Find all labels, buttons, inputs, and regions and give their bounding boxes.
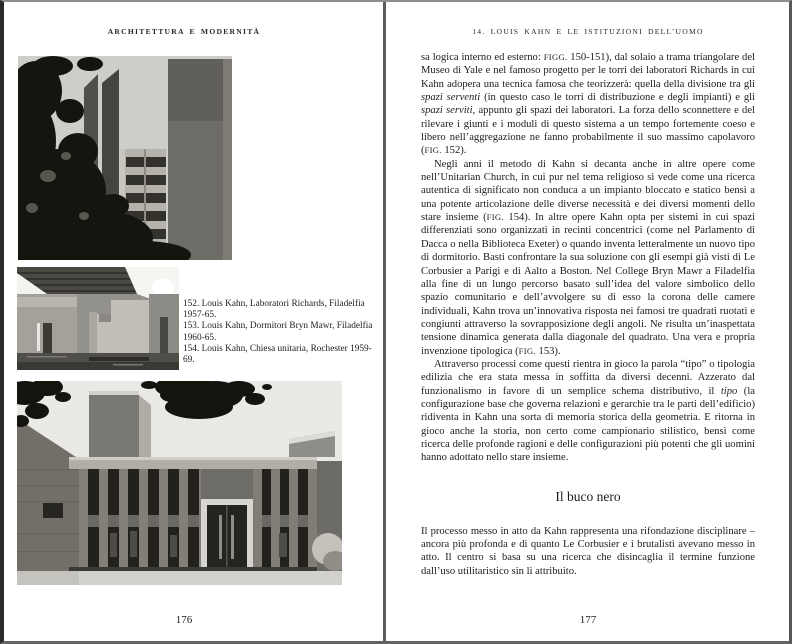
caption-153 [183,321,375,343]
text-run: FIG. [518,345,536,356]
text-run: spazi serviti [421,105,473,117]
text-run: 150-151), dal solaio a trama triangolare del Museo di Yale e nel famoso progetto per le torri dei laboratori Richards in cui Kahn adopera una tecnica famosa che teorizzerà: quella della divisione tra gli [421,52,755,90]
paragraph-4 [421,525,755,578]
caption-number: 153. [183,321,200,332]
figure-captions [183,299,375,366]
text-run: (in questo caso le torri di distribuzione e degli impianti) e gli [480,92,756,104]
richards-laboratories-photo [18,56,232,260]
caption-154 [183,344,375,366]
text-run: Negli anni il metodo di Kahn si decanta anche in altre opere come nell’Unitarian Church, in cui pur nel tema religioso si vede come una ricerca autentica di significato non conduca a un impianto bloccato e statico bensì a una potente articolazione delle diverse necessità e dei diversi momenti dello stare insieme ( [421,158,755,224]
text-run: 153). [535,345,561,357]
caption-text: Louis Kahn, Dormitori Bryn Mawr, Filadelfia 1960-65. [183,321,373,343]
section-heading: Il buco nero [555,488,621,504]
text-run: FIG. [424,145,442,156]
page-176 [4,2,383,641]
figure-unitarian-church [17,381,342,585]
text-run: FIG. [486,212,504,223]
page-177 [386,2,789,641]
bryn-mawr-interior-photo [17,267,179,370]
figure-richards-laboratories [18,56,232,260]
paragraph-3 [421,358,755,465]
caption-text: Louis Kahn, Chiesa unitaria, Rochester 1959-69. [183,343,372,366]
text-run: spazi serventi [421,92,481,104]
running-header-left: ARCHITETTURA E MODERNITÀ [107,27,261,36]
caption-152 [183,299,375,321]
text-run: Attraverso processi come questi rientra in gioco la parola “tipo” o tipologia edilizia che era stata messa in soffitta da diversi decenni. Azzerato dal funzionalismo in favore di un semplice schema distributivo, il [421,358,755,397]
text-run: 152). [441,145,467,157]
text-run: , appunto gli spazi dei laboratori. La forza dello sconnettere e del rilevare i giunti e i moduli di questo sistema a un tempo fortemente coeso e libero nell’aggregazione ne fanno probabilmente il suo massimo capolavoro ( [421,105,755,157]
caption-number: 152. [183,299,200,309]
figure-bryn-mawr-interior [17,267,179,370]
unitarian-church-photo [17,381,342,585]
body-text [421,51,755,578]
text-run: FIGG. [543,52,568,62]
caption-text: Louis Kahn, Laboratori Richards, Filadelfia 1957-65. [183,299,365,321]
caption-number: 154. [183,343,200,354]
text-run: 154). In altre opere Kahn opta per sistemi in cui spazi differenziati sono organizzati in recinti concentrici (come nel Parlamento di Dacca o nella Biblioteca Exeter) o quando inventa letteralmente un nuovo tipo di dormitorio. Basti confrontare la sua soluzione con gli esempi già visti di Le Corbusier a Parigi e di Aalto a Boston. Nel College Bryn Mawr a Filadelfia alla fine di un lungo percorso basato sull’idea del valore simbolico dello spazio comunitario e dell’avvolgere su di esso la corona delle camere individuali, Kahn trova un’innovativa risposta nei famosi tre quadrati ruotati e congiunti attraverso la sovrapposizione degli angoli. Ne risulta un’inaspettata tensione dinamica generata dalla diagonale del quadrato. Una vera e propria invenzione tipologica ( [421,212,756,357]
paragraph-2 [421,158,755,358]
running-header-right: 14. LOUIS KAHN E LE ISTITUZIONI DELL’UOMO [472,27,704,36]
text-run: (la configurazione base che governa relazioni e gerarchie tra le parti dell’edificio) ridiventa in Kahn una sorta di memoria storica della geometria. E ritorna in gioco anche la storia, non certo come campionario stilistico, bensì come ricerca delle profonde ragioni e delle configurazioni più potenti che gli uomini hanno adottato nello stare insieme. [421,385,755,464]
text-run: Il processo messo in atto da Kahn rappresenta una rifondazione disciplinare – ancora più profonda e di quanto Le Corbusier e i brutalisti avevano messo in atto. Il centro si basa su una ricerca che disincaglia il termine funzione dall’uso utilitaristico sin lì attribuito. [421,525,755,577]
page-number-left: 176 [175,614,193,626]
text-run: sa logica interno ed esterno: [421,52,544,63]
paragraph-1 [421,51,755,158]
page-number-right: 177 [579,614,597,626]
text-run: tipo [720,385,738,397]
